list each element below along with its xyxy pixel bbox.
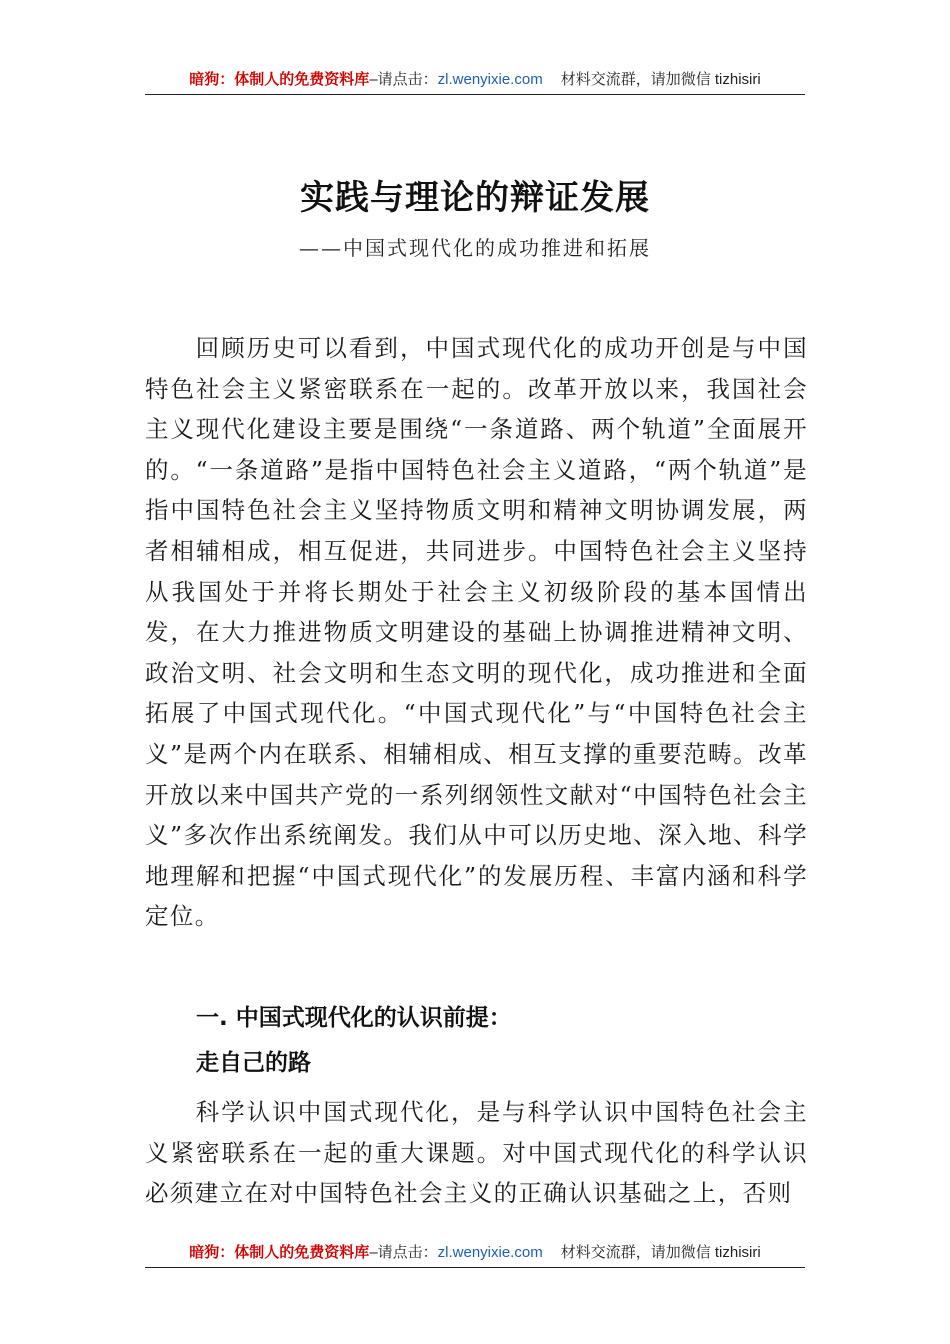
paragraph-text: 回顾历史可以看到，中国式现代化的成功开创是与中国特色社会主义紧密联系在一起的。改革开放以来，我国社会主义现代化建设主要是围绕“一条道路、两个轨道”全面展开的。“一条道路”是指中国特色社会主义道路，“两个轨道”是指中国特色社会主义坚持物质文明和精神文明协调发展，两者相辅相成，相互促进，共同进步。中国特色社会主义坚持从我国处于并将长期处于社会主义初级阶段的基本国情出发，在大力推进物质文明建设的基础上协调推进精神文明、政治文明、社会文明和生态文明的现代化，成功推进和全面拓展了中国式现代化。“中国式现代化”与“中国特色社会主义”是两个内在联系、相辅相成、相互支撑的重要范畴。改革开放以来中国共产党的一系列纲领性文献对“中国特色社会主义”多次作出系统阐发。我们从中可以历史地、深入地、科学地理解和把握“中国式现代化”的发展历程、丰富内涵和科学定位。 xyxy=(145,334,808,931)
document-title: 实践与理论的辩证发展 xyxy=(300,178,650,218)
site-name: 暗狗：体制人的免费资料库 xyxy=(189,71,370,88)
group-info: 材料交流群，请加微信 tizhisiri xyxy=(560,1244,761,1261)
site-link[interactable]: zl.wenyixie.com xyxy=(437,1244,543,1261)
click-prompt: –请点击： xyxy=(369,1244,438,1261)
group-info: 材料交流群，请加微信 tizhisiri xyxy=(560,71,761,88)
footer-banner xyxy=(145,1243,805,1268)
section-heading: 一. 中国式现代化的认识前提： xyxy=(196,1005,512,1031)
site-link[interactable]: zl.wenyixie.com xyxy=(437,71,543,88)
section-subheading: 走自己的路 xyxy=(196,1050,311,1076)
click-prompt: –请点击： xyxy=(369,71,438,88)
body-paragraph-2 xyxy=(145,1092,808,1214)
header-banner xyxy=(145,70,805,95)
paragraph-text: 科学认识中国式现代化，是与科学认识中国特色社会主义紧密联系在一起的重大课题。对中国式现代化的科学认识必须建立在对中国特色社会主义的正确认识基础之上，否则 xyxy=(145,1098,808,1208)
document-subtitle: ——中国式现代化的成功推进和拓展 xyxy=(299,236,651,260)
site-name: 暗狗：体制人的免费资料库 xyxy=(189,1244,370,1261)
body-paragraph-1 xyxy=(145,328,808,937)
